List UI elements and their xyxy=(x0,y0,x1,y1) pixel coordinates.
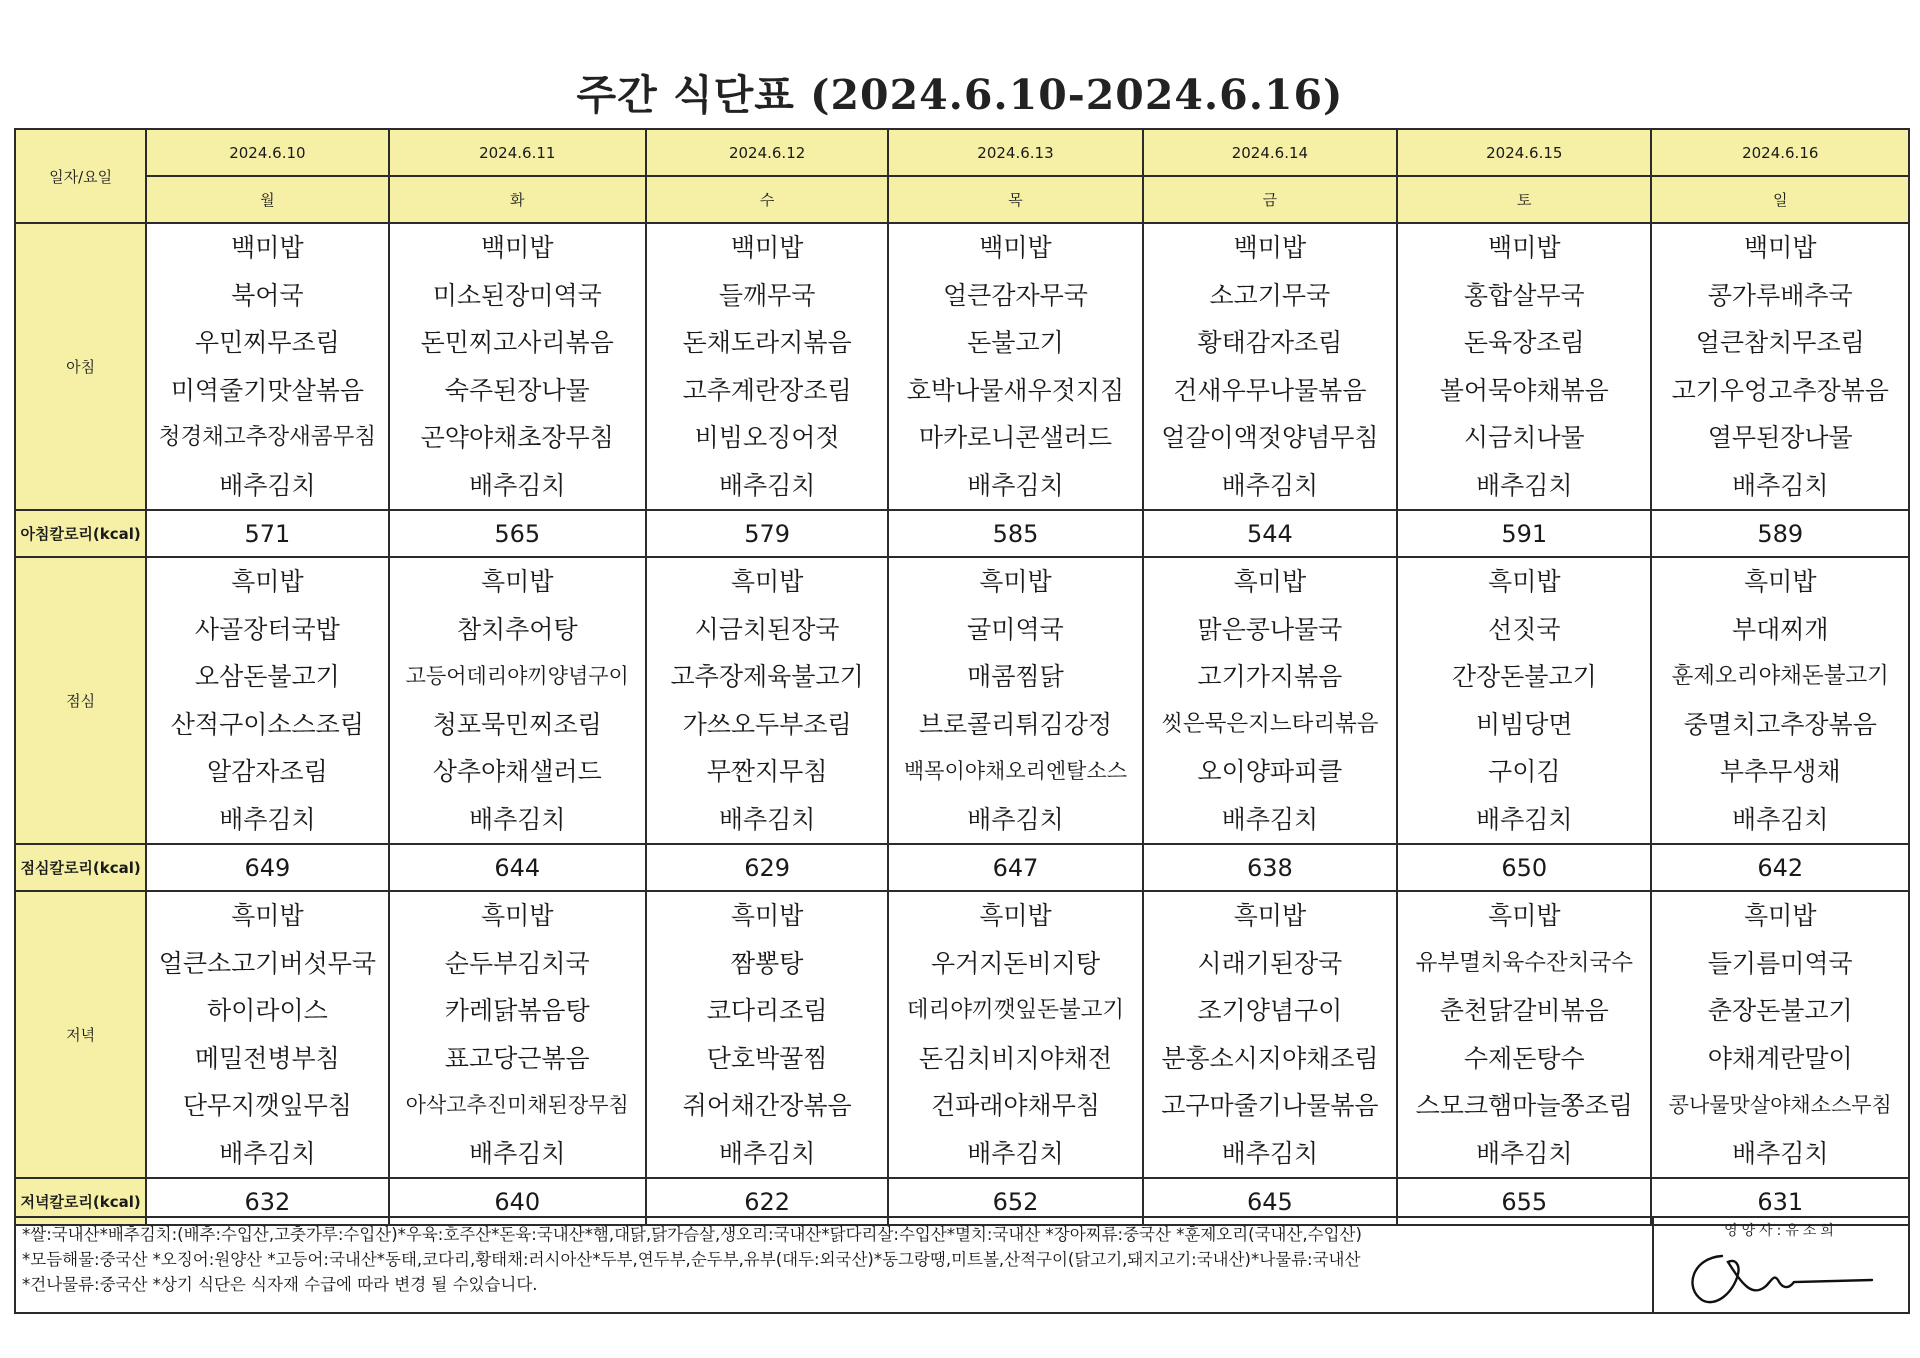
kcal-value: 585 xyxy=(888,510,1142,557)
menu-item: 배추김치 xyxy=(967,1138,1064,1168)
kcal-value: 644 xyxy=(389,844,646,891)
menu-item: 배추김치 xyxy=(1475,1138,1573,1168)
menu-item: 백미밥 xyxy=(730,233,804,262)
menu-item: 흑미밥 xyxy=(730,567,804,596)
menu-cell xyxy=(888,891,1142,1178)
menu-item: 배추김치 xyxy=(1475,470,1573,500)
menu-cell xyxy=(1397,557,1651,844)
menu-item: 참치추어탕 xyxy=(456,614,578,644)
menu-item: 건새우무나물볶음 xyxy=(1173,375,1367,405)
menu-item: 선짓국 xyxy=(1488,614,1561,644)
kcal-row xyxy=(15,844,1909,891)
menu-item: 얼큰참치무조림 xyxy=(1695,328,1865,357)
menu-item: 흑미밥 xyxy=(1744,901,1817,930)
signature-box xyxy=(1652,1216,1910,1314)
menu-item: 간장돈불고기 xyxy=(1451,662,1597,691)
menu-item: 비빔당면 xyxy=(1475,709,1573,739)
day-row xyxy=(15,176,1909,223)
menu-item: 오삼돈불고기 xyxy=(194,662,340,691)
menu-item: 돈김치비지야채전 xyxy=(918,1043,1113,1073)
date-header: 2024.6.11 xyxy=(389,129,646,176)
menu-item: 스모크햄마늘쫑조림 xyxy=(1415,1091,1633,1120)
menu-item: 미소된장미역국 xyxy=(432,280,602,310)
kcal-value: 642 xyxy=(1651,844,1909,891)
menu-item: 하이라이스 xyxy=(207,996,328,1025)
menu-item: 배추김치 xyxy=(1731,804,1829,834)
menu-item: 황태감자조림 xyxy=(1197,328,1343,357)
page-title: 주간 식단표 (2024.6.10-2024.6.16) xyxy=(576,71,1344,119)
menu-item: 짬뽕탕 xyxy=(730,948,804,978)
menu-item: 흑미밥 xyxy=(1233,567,1307,596)
menu-item: 시금치된장국 xyxy=(694,614,840,644)
menu-item: 배추김치 xyxy=(219,1138,316,1168)
menu-item: 무짠지무침 xyxy=(706,757,828,786)
menu-item: 들기름미역국 xyxy=(1707,948,1853,978)
origin-notes xyxy=(14,1216,1654,1314)
kcal-value: 622 xyxy=(646,1178,888,1225)
menu-item: 메밀전병부침 xyxy=(194,1043,340,1073)
menu-item: 씻은묵은지느타리볶음 xyxy=(1161,710,1379,737)
menu-item: 얼큰감자무국 xyxy=(943,280,1088,310)
menu-cell xyxy=(646,557,888,844)
menu-item: 표고당근볶음 xyxy=(444,1043,590,1073)
menu-item: 흑미밥 xyxy=(231,567,304,596)
menu-item: 카레닭볶음탕 xyxy=(444,996,590,1025)
kcal-value: 649 xyxy=(146,844,388,891)
menu-item: 배추김치 xyxy=(1221,1138,1319,1168)
menu-item: 우거지돈비지탕 xyxy=(930,948,1100,978)
day-header: 화 xyxy=(389,176,646,223)
menu-item: 미역줄기맛살볶음 xyxy=(170,375,364,405)
kcal-value: 652 xyxy=(888,1178,1142,1225)
menu-item: 돈불고기 xyxy=(967,328,1064,357)
meal-row xyxy=(15,557,1909,844)
kcal-value: 579 xyxy=(646,510,888,557)
menu-cell xyxy=(1143,223,1397,510)
kcal-label: 점심칼로리(kcal) xyxy=(15,844,146,891)
signature-image xyxy=(1682,1244,1882,1310)
day-header: 월 xyxy=(146,176,388,223)
dietitian-label: 영양사:유소희 xyxy=(1724,1223,1838,1239)
menu-cell xyxy=(389,557,646,844)
menu-item: 유부멸치육수잔치국수 xyxy=(1415,949,1633,976)
menu-item: 배추김치 xyxy=(967,804,1064,834)
menu-cell xyxy=(146,223,388,510)
weekly-menu-table xyxy=(14,128,1910,1226)
menu-item: 배추김치 xyxy=(219,804,316,834)
menu-item: 데리야끼깻잎돈불고기 xyxy=(906,997,1125,1023)
kcal-value: 631 xyxy=(1651,1178,1909,1225)
note-line: *모듬해물:중국산 *오징어:원양산 *고등어:국내산*동태,코다리,황태채:러시아산*두부,연두부,순두부,유부(대두:외국산)*동그랑땡,미트볼,산적구이(닭고기,돼지고기:국내산)*나물류:국내산 xyxy=(22,1250,1361,1269)
kcal-value: 629 xyxy=(646,844,888,891)
menu-cell xyxy=(888,223,1142,510)
menu-item: 흑미밥 xyxy=(231,901,304,930)
menu-item: 고추계란장조림 xyxy=(682,375,852,405)
menu-item: 매콤찜닭 xyxy=(967,662,1064,691)
menu-cell xyxy=(646,223,888,510)
day-header: 일 xyxy=(1651,176,1909,223)
kcal-value: 647 xyxy=(888,844,1142,891)
menu-item: 배추김치 xyxy=(1731,470,1829,500)
menu-item: 산적구이소스조림 xyxy=(170,709,364,739)
date-header: 2024.6.16 xyxy=(1651,129,1909,176)
note-line: *건나물류:중국산 *상기 식단은 식자재 수급에 따라 변경 될 수있습니다. xyxy=(22,1275,538,1294)
date-header: 2024.6.13 xyxy=(888,129,1142,176)
menu-item: 배추김치 xyxy=(468,1138,566,1168)
menu-item: 백미밥 xyxy=(481,233,554,262)
menu-cell xyxy=(1143,557,1397,844)
meal-label: 아침 xyxy=(15,223,146,510)
menu-item: 고기우엉고추장볶음 xyxy=(1671,375,1889,405)
menu-item: 야채계란말이 xyxy=(1707,1043,1853,1073)
menu-item: 콩나물맛살야채소스무침 xyxy=(1668,1093,1892,1117)
kcal-value: 640 xyxy=(389,1178,646,1225)
menu-cell xyxy=(389,891,646,1178)
menu-item: 홍합살무국 xyxy=(1463,280,1585,310)
menu-item: 볼어묵야채볶음 xyxy=(1439,375,1609,405)
menu-item: 고구마줄기나물볶음 xyxy=(1161,1091,1379,1120)
menu-item: 흑미밥 xyxy=(979,901,1052,930)
menu-item: 마카로니콘샐러드 xyxy=(918,423,1113,452)
kcal-value: 591 xyxy=(1397,510,1651,557)
day-header: 목 xyxy=(888,176,1142,223)
meal-label: 점심 xyxy=(15,557,146,844)
menu-item: 배추김치 xyxy=(1731,1138,1829,1168)
menu-item: 흑미밥 xyxy=(1233,901,1307,930)
menu-item: 가쓰오두부조림 xyxy=(682,709,852,739)
kcal-row xyxy=(15,510,1909,557)
menu-item: 알감자조림 xyxy=(207,757,328,786)
menu-item: 열무된장나물 xyxy=(1707,423,1853,452)
menu-item: 부대찌개 xyxy=(1731,614,1829,644)
menu-item: 맑은콩나물국 xyxy=(1197,614,1343,644)
menu-item: 흑미밥 xyxy=(481,901,554,930)
menu-cell xyxy=(1651,891,1909,1178)
menu-item: 시금치나물 xyxy=(1463,423,1585,452)
menu-item: 배추김치 xyxy=(718,1138,816,1168)
meal-row xyxy=(15,891,1909,1178)
date-header: 2024.6.10 xyxy=(146,129,388,176)
menu-item: 북어국 xyxy=(231,280,304,310)
menu-item: 순두부김치국 xyxy=(444,948,590,978)
menu-item: 배추김치 xyxy=(967,470,1064,500)
date-header: 2024.6.15 xyxy=(1397,129,1651,176)
menu-item: 흑미밥 xyxy=(1488,567,1561,596)
menu-item: 우민찌무조림 xyxy=(194,328,340,357)
kcal-value: 638 xyxy=(1143,844,1397,891)
menu-item: 백미밥 xyxy=(231,233,304,262)
menu-item: 소고기무국 xyxy=(1209,280,1331,310)
menu-item: 중멸치고추장볶음 xyxy=(1683,709,1877,739)
menu-item: 춘장돈불고기 xyxy=(1707,996,1853,1025)
kcal-value: 571 xyxy=(146,510,388,557)
menu-item: 흑미밥 xyxy=(1744,567,1817,596)
date-header: 2024.6.12 xyxy=(646,129,888,176)
menu-item: 구이김 xyxy=(1488,757,1561,786)
kcal-value: 565 xyxy=(389,510,646,557)
menu-item: 배추김치 xyxy=(468,470,566,500)
menu-item: 흑미밥 xyxy=(481,567,554,596)
menu-item: 배추김치 xyxy=(1221,470,1319,500)
menu-item: 브로콜리튀김강정 xyxy=(918,709,1113,739)
menu-cell xyxy=(1397,891,1651,1178)
menu-item: 수제돈탕수 xyxy=(1463,1043,1585,1073)
menu-item: 배추김치 xyxy=(468,804,566,834)
day-header: 토 xyxy=(1397,176,1651,223)
menu-item: 돈민찌고사리볶음 xyxy=(420,328,614,357)
meal-row xyxy=(15,223,1909,510)
menu-item: 쥐어채간장볶음 xyxy=(682,1091,852,1120)
menu-item: 굴미역국 xyxy=(967,614,1064,644)
menu-item: 백목이야채오리엔탈소스 xyxy=(903,759,1128,783)
menu-cell xyxy=(1143,891,1397,1178)
menu-item: 돈채도라지볶음 xyxy=(682,328,852,357)
menu-item: 흑미밥 xyxy=(979,567,1052,596)
menu-item: 비빔오징어젓 xyxy=(694,423,840,452)
menu-item: 호박나물새우젓지짐 xyxy=(906,375,1125,405)
menu-cell xyxy=(1397,223,1651,510)
menu-cell xyxy=(1651,223,1909,510)
kcal-value: 655 xyxy=(1397,1178,1651,1225)
menu-item: 배추김치 xyxy=(219,470,316,500)
menu-item: 흑미밥 xyxy=(1488,901,1561,930)
menu-item: 얼갈이액젓양념무침 xyxy=(1161,423,1379,452)
menu-item: 훈제오리야채돈불고기 xyxy=(1671,663,1889,689)
kcal-label: 아침칼로리(kcal) xyxy=(15,510,146,557)
menu-item: 조기양념구이 xyxy=(1197,996,1343,1025)
menu-item: 부추무생채 xyxy=(1719,757,1841,786)
menu-item: 청포묵민찌조림 xyxy=(432,709,602,739)
menu-item: 백미밥 xyxy=(979,233,1052,262)
menu-cell xyxy=(646,891,888,1178)
menu-item: 배추김치 xyxy=(1475,804,1573,834)
menu-cell xyxy=(146,557,388,844)
corner-label: 일자/요일 xyxy=(15,129,146,223)
menu-item: 사골장터국밥 xyxy=(194,614,340,644)
menu-item: 흑미밥 xyxy=(730,901,804,930)
menu-item: 배추김치 xyxy=(1221,804,1319,834)
kcal-label: 저녁칼로리(kcal) xyxy=(15,1178,146,1225)
menu-item: 백미밥 xyxy=(1744,233,1817,262)
kcal-value: 645 xyxy=(1143,1178,1397,1225)
date-row xyxy=(15,129,1909,176)
menu-item: 숙주된장나물 xyxy=(444,375,590,405)
menu-item: 고추장제육불고기 xyxy=(670,662,864,691)
menu-item: 배추김치 xyxy=(718,470,816,500)
kcal-value: 632 xyxy=(146,1178,388,1225)
menu-cell xyxy=(146,891,388,1178)
menu-item: 코다리조림 xyxy=(706,996,828,1025)
menu-item: 시래기된장국 xyxy=(1197,948,1343,978)
day-header: 수 xyxy=(646,176,888,223)
menu-cell xyxy=(389,223,646,510)
menu-item: 아삭고추진미채된장무침 xyxy=(405,1093,629,1117)
menu-item: 단호박꿀찜 xyxy=(706,1043,828,1073)
menu-item: 콩가루배추국 xyxy=(1707,280,1853,310)
menu-item: 오이양파피클 xyxy=(1197,757,1343,786)
menu-item: 백미밥 xyxy=(1488,233,1561,262)
meal-label: 저녁 xyxy=(15,891,146,1178)
menu-item: 곤약야채초장무침 xyxy=(420,423,614,452)
menu-item: 청경채고추장새콤무침 xyxy=(158,424,377,450)
kcal-value: 544 xyxy=(1143,510,1397,557)
menu-cell xyxy=(888,557,1142,844)
day-header: 금 xyxy=(1143,176,1397,223)
menu-item: 얼큰소고기버섯무국 xyxy=(158,948,377,978)
menu-item: 춘천닭갈비볶음 xyxy=(1439,996,1609,1025)
menu-item: 건파래야채무침 xyxy=(930,1091,1100,1120)
date-header: 2024.6.14 xyxy=(1143,129,1397,176)
menu-item: 배추김치 xyxy=(718,804,816,834)
menu-item: 돈육장조림 xyxy=(1463,328,1585,357)
kcal-value: 650 xyxy=(1397,844,1651,891)
menu-cell xyxy=(1651,557,1909,844)
menu-item: 단무지깻잎무침 xyxy=(182,1091,352,1120)
menu-item: 고기가지볶음 xyxy=(1197,662,1343,691)
menu-item: 분홍소시지야채조림 xyxy=(1161,1043,1379,1073)
menu-item: 고등어데리야끼양념구이 xyxy=(405,664,629,688)
menu-item: 백미밥 xyxy=(1233,233,1307,262)
menu-item: 상추야채샐러드 xyxy=(432,757,602,786)
menu-item: 들깨무국 xyxy=(718,280,816,310)
kcal-value: 589 xyxy=(1651,510,1909,557)
note-line: *쌀:국내산*배추김치:(배추:수입산,고춧가루:수입산)*우육:호주산*돈육:국내산*햄,대닭,닭가슴살,생오리:국내산*닭다리살:수입산*멸치:국내산 *장아찌류:중국산 *훈제오리(국내산,수입산) xyxy=(22,1225,1362,1244)
